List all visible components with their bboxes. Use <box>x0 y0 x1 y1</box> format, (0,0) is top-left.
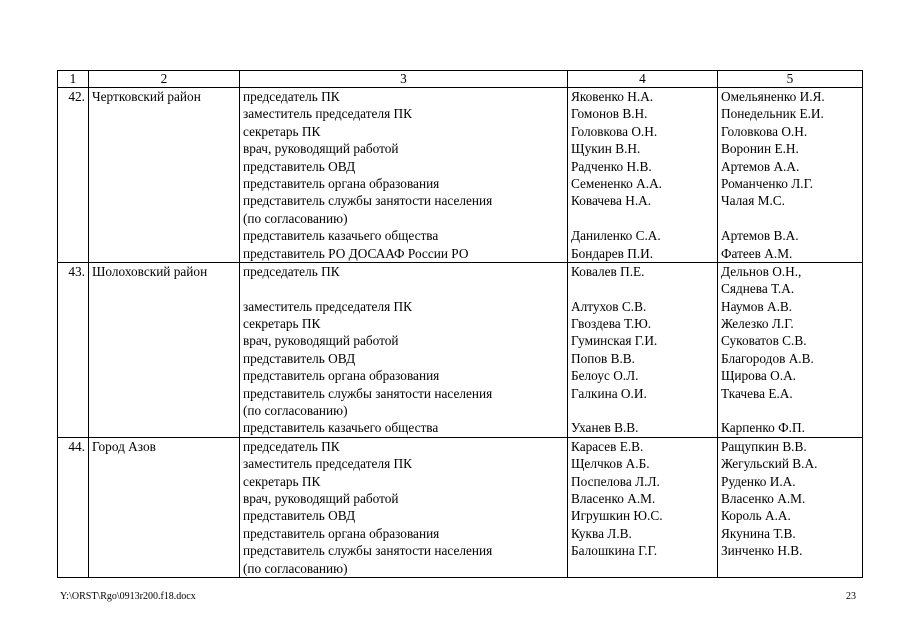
district-name: Шолоховский район <box>92 263 208 279</box>
header-cell: 3 <box>240 71 568 88</box>
member-line: Семененко А.А. <box>571 175 662 191</box>
role-cell <box>240 88 568 263</box>
member-line: Головкова О.Н. <box>571 123 658 139</box>
table-header-row <box>58 71 863 88</box>
member-line <box>571 280 714 297</box>
role-line: представитель казачьего общества <box>243 420 439 436</box>
district-cell <box>89 262 240 437</box>
member-cell <box>568 262 718 437</box>
role-line: председатель ПК <box>243 263 340 279</box>
district-name: Чертковский район <box>92 89 201 104</box>
reserve-line: Благородов А.В. <box>721 350 814 366</box>
member-line: Игрушкин Ю.С. <box>571 508 663 524</box>
role-line: заместитель председателя ПК <box>243 106 412 122</box>
member-line: Карасев Е.В. <box>571 438 644 454</box>
member-line: Щелчков А.Б. <box>571 456 650 472</box>
role-line: врач, руководящий работой <box>243 490 399 506</box>
reserve-line: Якунина Т.В. <box>721 525 796 541</box>
footer-file-path: Y:\ORST\Rgo\0913r200.f18.docx <box>60 591 196 602</box>
footer-page-number: 23 <box>846 591 856 602</box>
member-line: Белоус О.Л. <box>571 368 639 384</box>
member-line <box>571 402 714 419</box>
member-line: Гвоздева Т.Ю. <box>571 316 652 332</box>
member-line: Попов В.В. <box>571 350 636 366</box>
role-line: врач, руководящий работой <box>243 141 399 157</box>
role-line: председатель ПК <box>243 438 340 454</box>
member-line: Ковачева Н.А. <box>571 193 652 209</box>
reserve-line: Ткачева Е.А. <box>721 385 793 401</box>
member-line: Яковенко Н.А. <box>571 89 654 104</box>
role-line: представитель казачьего общества <box>243 228 439 244</box>
reserve-line <box>721 210 859 227</box>
role-line: представитель службы занятости населения <box>243 385 493 401</box>
reserve-line: Головкова О.Н. <box>721 123 808 139</box>
member-line: Поспелова Л.Л. <box>571 473 660 489</box>
reserve-line: Понедельник Е.И. <box>721 106 824 122</box>
role-line: представитель органа образования <box>243 175 440 191</box>
reserve-cell <box>718 437 863 577</box>
row-number-cell <box>58 262 89 437</box>
role-line: секретарь ПК <box>243 316 321 332</box>
role-cell <box>240 262 568 437</box>
header-cell: 5 <box>718 71 863 88</box>
member-cell <box>568 88 718 263</box>
reserve-line: Омельяненко И.Я. <box>721 89 825 104</box>
reserve-line: Фатеев А.М. <box>721 245 793 261</box>
member-line: Балошкина Г.Г. <box>571 543 658 559</box>
member-line: Куква Л.В. <box>571 525 632 541</box>
reserve-line: Жегульский В.А. <box>721 456 818 472</box>
member-cell <box>568 437 718 577</box>
row-number: 42. <box>68 89 85 104</box>
role-line: представитель РО ДОСААФ России РО <box>243 245 469 261</box>
reserve-line <box>721 402 859 419</box>
member-line: Радченко Н.В. <box>571 158 652 174</box>
header-cell: 2 <box>89 71 240 88</box>
role-line: (по согласованию) <box>243 210 348 226</box>
role-line: секретарь ПК <box>243 123 321 139</box>
reserve-line: Воронин Е.Н. <box>721 141 799 157</box>
row-number: 43. <box>68 263 85 279</box>
reserve-line: Зинченко Н.В. <box>721 543 803 559</box>
member-line: Уханев В.В. <box>571 420 639 436</box>
reserve-cell <box>718 88 863 263</box>
role-line: заместитель председателя ПК <box>243 456 412 472</box>
reserve-line: Ращупкин В.В. <box>721 438 807 454</box>
role-line: (по согласованию) <box>243 560 348 576</box>
role-line: представитель органа образования <box>243 368 440 384</box>
role-cell <box>240 437 568 577</box>
header-cell: 1 <box>58 71 89 88</box>
role-line: представитель органа образования <box>243 525 440 541</box>
reserve-line: Наумов А.В. <box>721 298 793 314</box>
member-line: Алтухов С.В. <box>571 298 647 314</box>
reserve-line: Карпенко Ф.П. <box>721 420 805 436</box>
member-line: Гуминская Г.И. <box>571 333 658 349</box>
reserve-line: Дельнов О.Н., <box>721 263 802 279</box>
member-line <box>571 210 714 227</box>
header-cell: 4 <box>568 71 718 88</box>
table-row <box>58 262 863 437</box>
role-line: председатель ПК <box>243 89 340 104</box>
reserve-line: Руденко И.А. <box>721 473 796 489</box>
table-row <box>58 88 863 263</box>
table-row <box>58 437 863 577</box>
district-cell <box>89 88 240 263</box>
member-line: Щукин В.Н. <box>571 141 641 157</box>
role-line: представитель ОВД <box>243 350 356 366</box>
district-cell <box>89 437 240 577</box>
role-line: (по согласованию) <box>243 403 348 419</box>
role-line: представитель ОВД <box>243 508 356 524</box>
role-line: врач, руководящий работой <box>243 333 399 349</box>
role-line: представитель службы занятости населения <box>243 543 493 559</box>
role-line: представитель службы занятости населения <box>243 193 493 209</box>
member-line <box>571 560 714 577</box>
reserve-line: Артемов В.А. <box>721 228 799 244</box>
member-line: Власенко А.М. <box>571 490 656 506</box>
member-line: Бондарев П.И. <box>571 245 654 261</box>
member-line: Ковалев П.Е. <box>571 263 645 279</box>
role-line: секретарь ПК <box>243 473 321 489</box>
member-line: Даниленко С.А. <box>571 228 661 244</box>
role-line: представитель ОВД <box>243 158 356 174</box>
reserve-line: Чалая М.С. <box>721 193 785 209</box>
role-line <box>243 280 564 297</box>
reserve-line: Король А.А. <box>721 508 791 524</box>
reserve-line: Романченко Л.Г. <box>721 175 814 191</box>
role-line: заместитель председателя ПК <box>243 298 412 314</box>
reserve-line: Артемов А.А. <box>721 158 800 174</box>
member-line: Гомонов В.Н. <box>571 106 648 122</box>
reserve-line: Щирова О.А. <box>721 368 797 384</box>
row-number: 44. <box>68 438 85 454</box>
commission-table <box>57 70 863 578</box>
reserve-cell <box>718 262 863 437</box>
district-name: Город Азов <box>92 438 156 454</box>
reserve-line <box>721 560 859 577</box>
reserve-line: Власенко А.М. <box>721 490 806 506</box>
row-number-cell <box>58 88 89 263</box>
reserve-line: Сяднева Т.А. <box>721 281 795 297</box>
row-number-cell <box>58 437 89 577</box>
member-line: Галкина О.И. <box>571 385 647 401</box>
reserve-line: Суковатов С.В. <box>721 333 807 349</box>
reserve-line: Железко Л.Г. <box>721 316 794 332</box>
